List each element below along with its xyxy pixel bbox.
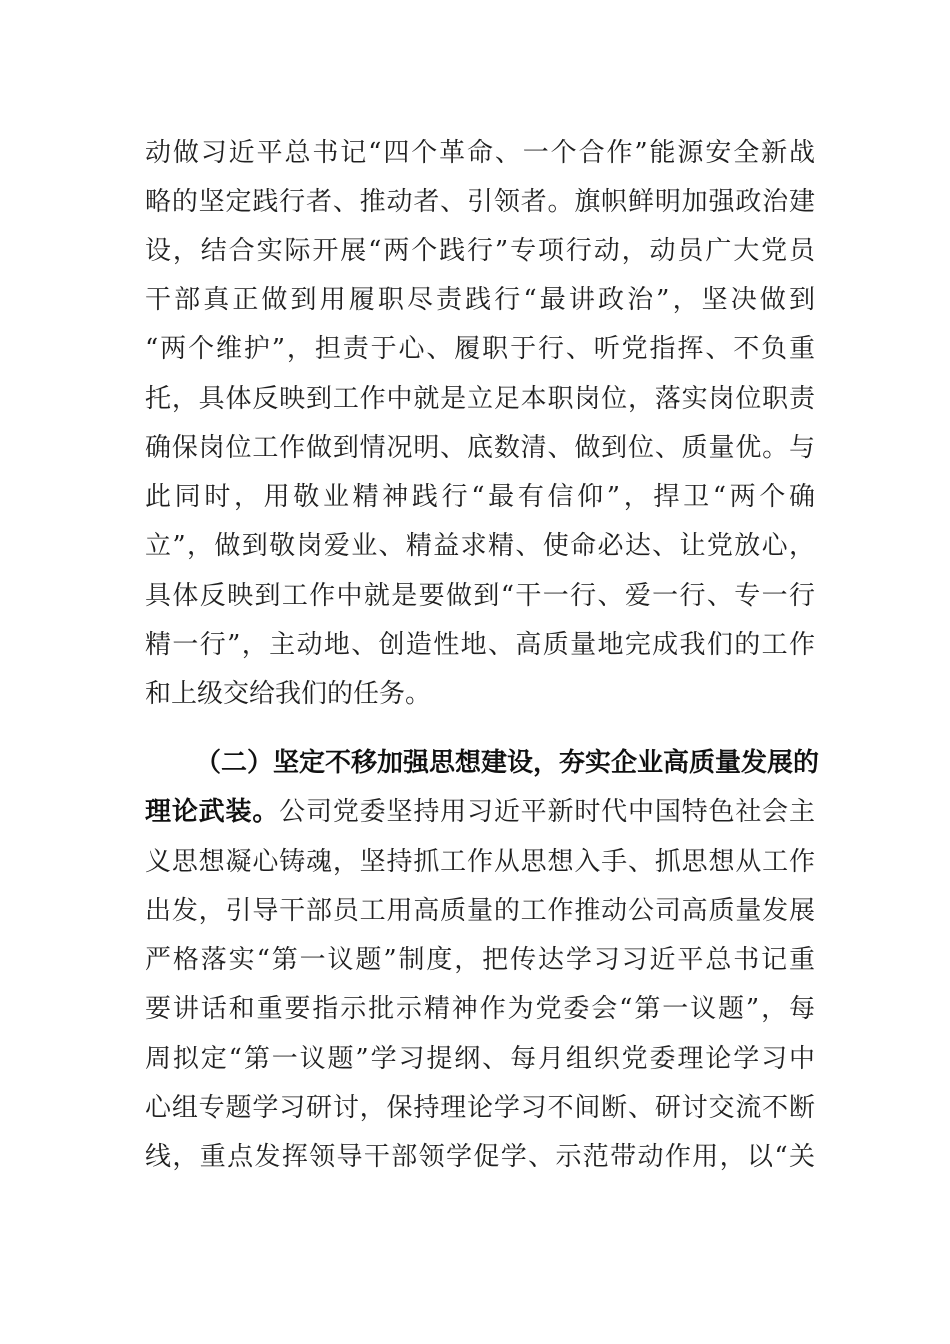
section-heading: （二）坚定不移加强思想建设，夯实企业高质量发展的 bbox=[195, 748, 820, 778]
paragraph-1-line-4: 干部真正做到用履职尽责践行“最讲政治”，坚决做到 bbox=[145, 285, 815, 315]
paragraph-2-line-6: 要讲话和重要指示批示精神作为党委会“第一议题”，每 bbox=[145, 994, 815, 1024]
paragraph-1-line-10: 具体反映到工作中就是要做到“干一行、爱一行、专一行 bbox=[145, 581, 815, 611]
paragraph-2-line-3: 义思想凝心铸魂，坚持抓工作从思想入手、抓思想从工作 bbox=[145, 847, 815, 877]
section-heading-end: 理论武装。 bbox=[145, 797, 280, 827]
paragraph-1-line-12: 和上级交给我们的任务。 bbox=[145, 679, 432, 709]
paragraph-2-line-8: 心组专题学习研讨，保持理论学习不间断、研讨交流不断 bbox=[145, 1093, 815, 1123]
paragraph-2-line-7: 周拟定“第一议题”学习提纲、每月组织党委理论学习中 bbox=[145, 1044, 815, 1074]
paragraph-2-line-4: 出发，引导干部员工用高质量的工作推动公司高质量发展 bbox=[145, 896, 815, 926]
paragraph-1-line-3: 设，结合实际开展“两个践行”专项行动，动员广大党员 bbox=[145, 236, 815, 266]
paragraph-1-line-8: 此同时，用敬业精神践行“最有信仰”，捍卫“两个确 bbox=[145, 482, 815, 512]
paragraph-1-line-2: 略的坚定践行者、推动者、引领者。旗帜鲜明加强政治建 bbox=[145, 187, 815, 217]
paragraph-1-line-7: 确保岗位工作做到情况明、底数清、做到位、质量优。与 bbox=[145, 433, 815, 463]
paragraph-1-line-11: 精一行”，主动地、创造性地、高质量地完成我们的工作 bbox=[145, 630, 815, 660]
paragraph-2-line-5: 严格落实“第一议题”制度，把传达学习习近平总书记重 bbox=[145, 945, 815, 975]
paragraph-2-line-2 bbox=[145, 792, 815, 832]
paragraph-1-line-5: “两个维护”，担责于心、履职于行、听党指挥、不负重 bbox=[145, 334, 815, 364]
paragraph-1-line-6: 托，具体反映到工作中就是立足本职岗位，落实岗位职责 bbox=[145, 384, 815, 414]
paragraph-1-line-1: 动做习近平总书记“四个革命、一个合作”能源安全新战 bbox=[145, 138, 815, 168]
paragraph-2-line-9: 线，重点发挥领导干部领学促学、示范带动作用，以“关 bbox=[145, 1142, 815, 1172]
paragraph-1-line-9: 立”，做到敬岗爱业、精益求精、使命必达、让党放心， bbox=[145, 531, 815, 561]
paragraph-2-line-2-text: 公司党委坚持用习近平新时代中国特色社会主 bbox=[279, 797, 815, 827]
